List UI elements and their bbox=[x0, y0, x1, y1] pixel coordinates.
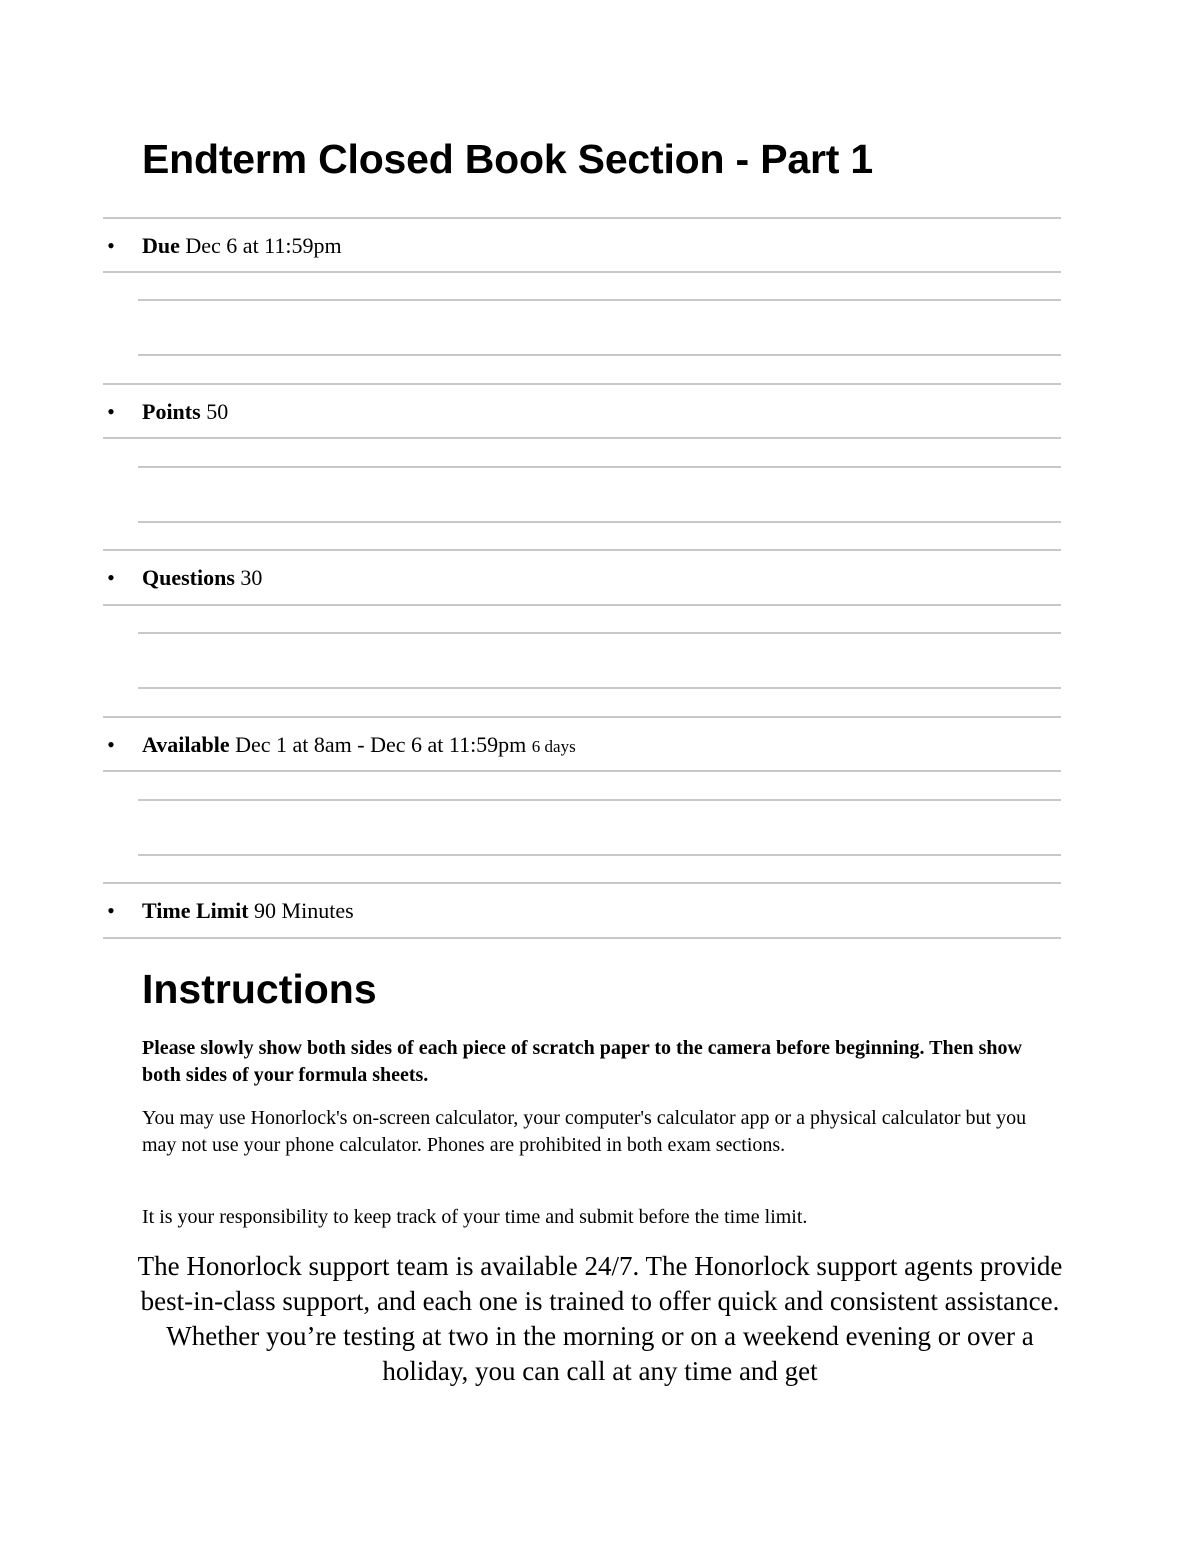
detail-time-limit-value: 90 Minutes bbox=[254, 898, 354, 923]
detail-due-label: Due bbox=[142, 233, 180, 258]
detail-questions-value: 30 bbox=[240, 565, 263, 590]
divider bbox=[103, 770, 1061, 772]
divider bbox=[138, 632, 1061, 634]
detail-available-duration: 6 days bbox=[531, 737, 576, 756]
detail-questions-label: Questions bbox=[142, 565, 235, 590]
detail-time-limit-label: Time Limit bbox=[142, 898, 249, 923]
divider bbox=[103, 937, 1061, 939]
divider bbox=[138, 299, 1061, 301]
divider bbox=[138, 687, 1061, 689]
time-instruction: It is your responsibility to keep track of your time and submit before the time limit. bbox=[142, 1206, 808, 1228]
divider bbox=[103, 271, 1061, 273]
divider bbox=[103, 882, 1061, 884]
bullet: • bbox=[107, 233, 115, 258]
page-title: Endterm Closed Book Section - Part 1 bbox=[142, 136, 873, 182]
divider bbox=[103, 549, 1061, 551]
detail-points-value: 50 bbox=[206, 399, 229, 424]
support-paragraph: The Honorlock support team is available 24/7. The Honorlock support agents provide best-in-class support, and each one is trained to offer quick and consistent assistance. Whether you’re testing at two in the morning or on a weekend evening or over a holiday, you can call at any time and get bbox=[137, 1251, 1063, 1386]
bullet: • bbox=[107, 565, 115, 590]
divider bbox=[138, 354, 1061, 356]
detail-points-text bbox=[142, 399, 228, 425]
scratch-paper-instruction: Please slowly show both sides of each piece of scratch paper to the camera before beginning. Then show both sides of your formula sheets. bbox=[142, 1037, 1022, 1086]
detail-time-limit-text bbox=[142, 898, 354, 924]
bullet: • bbox=[107, 898, 115, 923]
divider bbox=[138, 854, 1061, 856]
detail-available-value: Dec 1 at 8am - Dec 6 at 11:59pm bbox=[235, 732, 527, 757]
divider bbox=[103, 217, 1061, 219]
divider bbox=[138, 466, 1061, 468]
divider bbox=[103, 716, 1061, 718]
detail-due-text bbox=[142, 233, 342, 259]
divider bbox=[103, 383, 1061, 385]
detail-points-label: Points bbox=[142, 399, 201, 424]
bullet: • bbox=[107, 399, 115, 424]
detail-questions-text bbox=[142, 565, 262, 591]
divider bbox=[138, 521, 1061, 523]
divider bbox=[103, 604, 1061, 606]
detail-available-label: Available bbox=[142, 732, 230, 757]
detail-available-text bbox=[142, 732, 576, 758]
bullet: • bbox=[107, 732, 115, 757]
instructions-heading: Instructions bbox=[142, 966, 377, 1012]
calculator-instruction: You may use Honorlock's on-screen calculator, your computer's calculator app or a physical calculator but you may not use your phone calculator. Phones are prohibited in both exam sections. bbox=[142, 1107, 1027, 1156]
detail-due-value: Dec 6 at 11:59pm bbox=[185, 233, 342, 258]
divider bbox=[138, 799, 1061, 801]
divider bbox=[103, 437, 1061, 439]
